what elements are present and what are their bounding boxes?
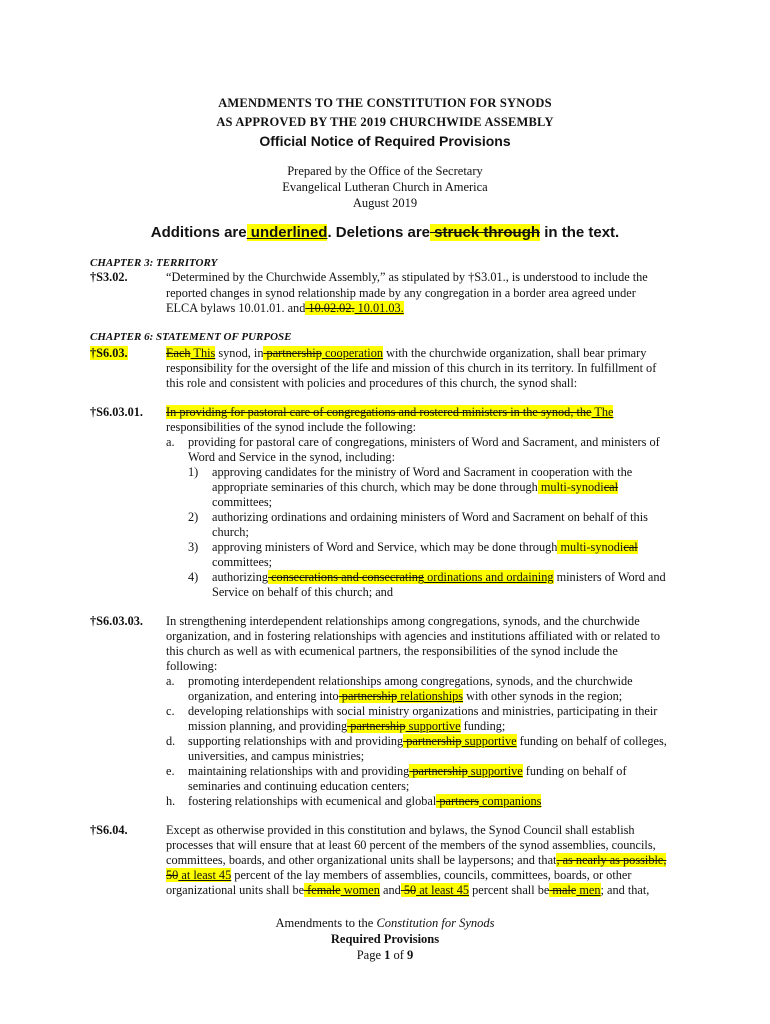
text-italic: Constitution for Synods <box>373 916 495 930</box>
title-line-1: AMENDMENTS TO THE CONSTITUTION FOR SYNODS <box>218 96 552 110</box>
current-page: 1 <box>381 948 391 962</box>
list-marker-2: 2) <box>188 510 199 524</box>
deletion: , as nearly as possible, <box>556 853 667 867</box>
addition: supportive <box>405 719 461 733</box>
s6-03-line-1 <box>166 346 646 361</box>
item-c-line-2 <box>188 719 505 734</box>
deletion: partnership <box>409 764 468 778</box>
addition: This <box>190 346 216 360</box>
addition: companions <box>478 794 542 808</box>
title-line-3: Official Notice of Required Provisions <box>259 133 511 149</box>
item-1-line-2 <box>212 480 618 495</box>
legend-underlined: underlined <box>246 224 328 241</box>
deletion: female <box>304 883 341 897</box>
list-marker-a: a. <box>166 435 175 449</box>
deletion: 50 <box>400 883 417 897</box>
text: authorizing <box>212 570 269 584</box>
item-e-line-1 <box>188 764 627 779</box>
text: committees, boards, and other organizational units shall be laypersons; and that <box>166 853 557 867</box>
chapter-6-heading: CHAPTER 6: STATEMENT OF PURPOSE <box>90 331 292 343</box>
list-marker-3: 3) <box>188 540 199 554</box>
s6-03-03-line-2: organization, and in fostering relationships with agencies and institutions affiliated with or related to <box>166 629 661 643</box>
s6-04-line-3 <box>166 853 666 868</box>
section-label-s3-02: †S3.02. <box>90 270 128 284</box>
addition: multi-synodi <box>537 480 604 494</box>
text: percent shall be <box>469 883 550 897</box>
addition: men <box>576 883 601 897</box>
prepared-by: Prepared by the Office of the Secretary <box>287 164 483 178</box>
section-label-s6-04: †S6.04. <box>90 823 128 837</box>
addition: ordinations and ordaining <box>424 570 554 584</box>
item-a-line-2: Word and Service in the synod, including: <box>188 450 395 464</box>
s3-02-line-3 <box>166 301 404 316</box>
chapter-3-heading: CHAPTER 3: TERRITORY <box>90 257 218 269</box>
s6-03-03-line-1: In strengthening interdependent relationships among congregations, synods, and the churchwide <box>166 614 640 628</box>
text: funding on behalf of colleges, <box>516 734 667 748</box>
s6-04-line-5 <box>166 883 649 898</box>
text: organizational units shall be <box>166 883 305 897</box>
text: supporting relationships with and providing <box>188 734 404 748</box>
s6-03-01-line-1 <box>166 405 613 420</box>
addition: relationships <box>397 689 464 703</box>
text: ministers of Word and <box>553 570 666 584</box>
footer-title <box>0 916 770 931</box>
text: maintaining relationships with and providing <box>188 764 410 778</box>
s6-03-03-line-3: this church as well as with ecumenical partners, the responsibilities of the synod include the <box>166 644 618 658</box>
text: Amendments to the <box>275 916 374 930</box>
legend-struck: struck through <box>430 224 541 241</box>
page-number <box>0 948 770 963</box>
addition: 10.01.03. <box>354 301 404 315</box>
addition: supportive <box>467 764 523 778</box>
addition: cooperation <box>321 346 383 360</box>
legend-text-c: in the text. <box>540 224 620 241</box>
date: August 2019 <box>352 196 418 210</box>
item-a-line-2 <box>188 689 622 704</box>
deletion: partnership <box>347 719 406 733</box>
item-c-line-1: developing relationships with social ministry organizations and ministries, participating in their <box>188 704 658 718</box>
s6-03-line-2: responsibility for the oversight of the life and mission of this church in its territory. In fulfillment of <box>166 361 657 375</box>
addition: at least 45 <box>416 883 470 897</box>
list-marker-d: d. <box>166 734 176 748</box>
s6-04-line-2: processes that will ensure that at least 60 percent of the members of the synod assemblies, councils, <box>166 838 656 852</box>
s3-02-line-2: reported changes in synod relationship made by any congregation in a border area agreed under <box>166 286 636 300</box>
addition: women <box>340 883 380 897</box>
deletion: partners <box>436 794 479 808</box>
total-pages: 9 <box>403 948 414 962</box>
item-4-line-1 <box>212 570 666 585</box>
deletion: partnership <box>403 734 462 748</box>
text: percent of the lay members of assemblies, councils, committees, boards, or other <box>231 868 632 882</box>
deletion: cal <box>603 480 619 494</box>
addition: supportive <box>461 734 517 748</box>
text: funding; <box>460 719 506 733</box>
list-marker-c: c. <box>166 704 175 718</box>
list-marker-4: 4) <box>188 570 199 584</box>
addition: multi-synodi <box>557 540 624 554</box>
legend-text-a: Additions are <box>150 224 247 241</box>
label-text: †S6.03. <box>90 346 128 360</box>
deletion: partnership <box>263 346 322 360</box>
list-marker-h: h. <box>166 794 176 808</box>
item-3-line-1 <box>212 540 638 555</box>
deletion: cal <box>623 540 638 554</box>
item-2-line-1: authorizing ordinations and ordaining ministers of Word and Sacrament on behalf of this <box>212 510 648 524</box>
s6-03-line-3: this role and consistent with policies and procedures of this church, the synod shall: <box>166 376 578 390</box>
s6-04-line-1: Except as otherwise provided in this constitution and bylaws, the Synod Council shall establish <box>166 823 635 837</box>
text: fostering relationships with ecumenical and global <box>188 794 437 808</box>
deletion: 50 <box>166 868 179 882</box>
item-d-line-2: universities, and campus ministries; <box>188 749 365 763</box>
section-label-s6-03-03: †S6.03.03. <box>90 614 143 628</box>
deletion: consecrations and consecrating <box>268 570 425 584</box>
title-line-2: AS APPROVED BY THE 2019 CHURCHWIDE ASSEMBLY <box>216 115 554 129</box>
addition: The <box>591 405 614 419</box>
text: funding on behalf of <box>522 764 627 778</box>
text: and <box>379 883 401 897</box>
text: of <box>390 948 404 962</box>
item-h-line-1 <box>188 794 541 809</box>
section-label-s6-03 <box>90 346 128 361</box>
text: with other synods in the region; <box>463 689 623 703</box>
list-marker-e: e. <box>166 764 175 778</box>
item-a-line-1: promoting interdependent relationships among congregations, synods, and the churchwide <box>188 674 633 688</box>
organization: Evangelical Lutheran Church in America <box>282 180 488 194</box>
markup-legend <box>0 224 770 241</box>
s6-03-01-line-2: responsibilities of the synod include the following: <box>166 420 417 434</box>
item-d-line-1 <box>188 734 667 749</box>
text: synod, in <box>215 346 264 360</box>
footer-subtitle: Required Provisions <box>330 932 440 946</box>
deletion: 10.02.02. <box>305 301 355 315</box>
s6-04-line-4 <box>166 868 631 883</box>
section-label-s6-03-01: †S6.03.01. <box>90 405 143 419</box>
text: ; and that, <box>600 883 650 897</box>
addition: at least 45 <box>178 868 232 882</box>
item-3-line-2: committees; <box>212 555 273 569</box>
deletion: partnership <box>338 689 398 703</box>
text: organization, and entering into <box>188 689 339 703</box>
list-marker-a: a. <box>166 674 175 688</box>
deletion: male <box>549 883 577 897</box>
item-a-line-1: providing for pastoral care of congregations, ministers of Word and Sacrament, and ministers of <box>188 435 660 449</box>
item-e-line-2: seminaries and continuing education centers; <box>188 779 410 793</box>
legend-text-b: . Deletions are <box>327 224 431 241</box>
text: approving ministers of Word and Service, which may be done through <box>212 540 558 554</box>
text: mission planning, and providing <box>188 719 348 733</box>
item-2-line-2: church; <box>212 525 249 539</box>
item-4-line-2: Service on behalf of this church; and <box>212 585 393 599</box>
deletion: Each <box>166 346 191 360</box>
text: Page <box>356 948 381 962</box>
item-1-line-3: committees; <box>212 495 273 509</box>
text: appropriate seminaries of this church, which may be done through <box>212 480 538 494</box>
text: with the churchwide organization, shall bear primary <box>383 346 647 360</box>
s6-03-03-line-4: following: <box>166 659 218 673</box>
item-1-line-1: approving candidates for the ministry of Word and Sacrament in cooperation with the <box>212 465 633 479</box>
deletion: In providing for pastoral care of congregations and rostered ministers in the synod, the <box>166 405 592 419</box>
list-marker-1: 1) <box>188 465 199 479</box>
s3-02-line-1: “Determined by the Churchwide Assembly,” as stipulated by †S3.01., is understood to include the <box>166 270 648 284</box>
text: ELCA bylaws 10.01.01. and <box>166 301 306 315</box>
